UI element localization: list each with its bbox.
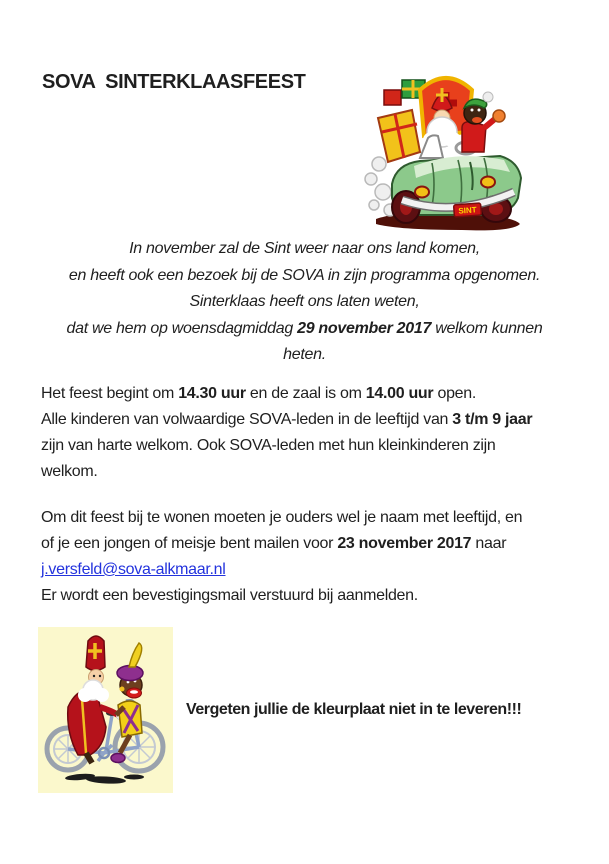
text-run: Er wordt een bevestigingsmail verstuurd bij aanmelden. (41, 587, 418, 604)
sint-piet-tandem-illustration (38, 627, 173, 793)
text-run: 14.30 uur (178, 385, 246, 402)
sint-piet-car-illustration (362, 66, 528, 238)
text-line (41, 381, 606, 407)
intro-paragraph (0, 236, 609, 369)
text-run: welkom kunnen (431, 319, 543, 337)
body-paragraph-2 (41, 505, 606, 609)
text-line (0, 316, 609, 343)
text-run: Om dit feest bij te wonen moeten je ouders wel je naam met leeftijd, en (41, 509, 523, 526)
text-run: naar (471, 535, 507, 552)
text-line (0, 263, 609, 290)
text-run: 23 november 2017 (337, 535, 472, 552)
text-line (0, 236, 609, 263)
text-run: Het feest begint om (41, 385, 179, 402)
text-line (41, 531, 606, 557)
text-line (41, 433, 606, 459)
text-run: open. (433, 385, 477, 402)
text-run: dat we hem op woensdagmiddag (66, 319, 298, 337)
zwarte-piet-icon (462, 92, 505, 152)
text-run: of je een jongen of meisje bent mailen voor (41, 535, 338, 552)
text-run: Alle kinderen van volwaardige SOVA-leden in de leeftijd van (41, 411, 453, 428)
text-line (41, 583, 606, 609)
text-line (41, 557, 606, 583)
text-line (0, 289, 609, 316)
text-run: 3 t/m 9 jaar (452, 411, 533, 428)
text-run: 29 november 2017 (297, 319, 432, 337)
text-run: en heeft ook een bezoek bij de SOVA in zijn programma opgenomen. (68, 266, 541, 284)
text-run: heten. (283, 346, 326, 363)
body-paragraph-1 (41, 381, 606, 485)
text-run: en de zaal is om (245, 385, 366, 402)
license-plate-text: SINT (458, 205, 477, 216)
text-line (41, 459, 606, 485)
text-run: welkom. (41, 463, 98, 480)
page-title: SOVA SINTERKLAASFEEST (42, 71, 306, 93)
text-run: zijn van harte welkom. Ook SOVA-leden met hun kleinkinderen zijn (41, 437, 496, 454)
text-run: Sinterklaas heeft ons laten weten, (189, 293, 420, 310)
text-run: In november zal de Sint weer naar ons land komen, (129, 240, 480, 257)
text-line (41, 505, 606, 531)
closing-reminder: Vergeten jullie de kleurplaat niet in te leveren!!! (186, 701, 522, 718)
email-link[interactable]: j.versfeld@sova-alkmaar.nl (41, 561, 226, 578)
license-plate (454, 203, 482, 217)
text-line (0, 342, 609, 369)
text-line (41, 407, 606, 433)
text-run: 14.00 uur (365, 385, 434, 402)
